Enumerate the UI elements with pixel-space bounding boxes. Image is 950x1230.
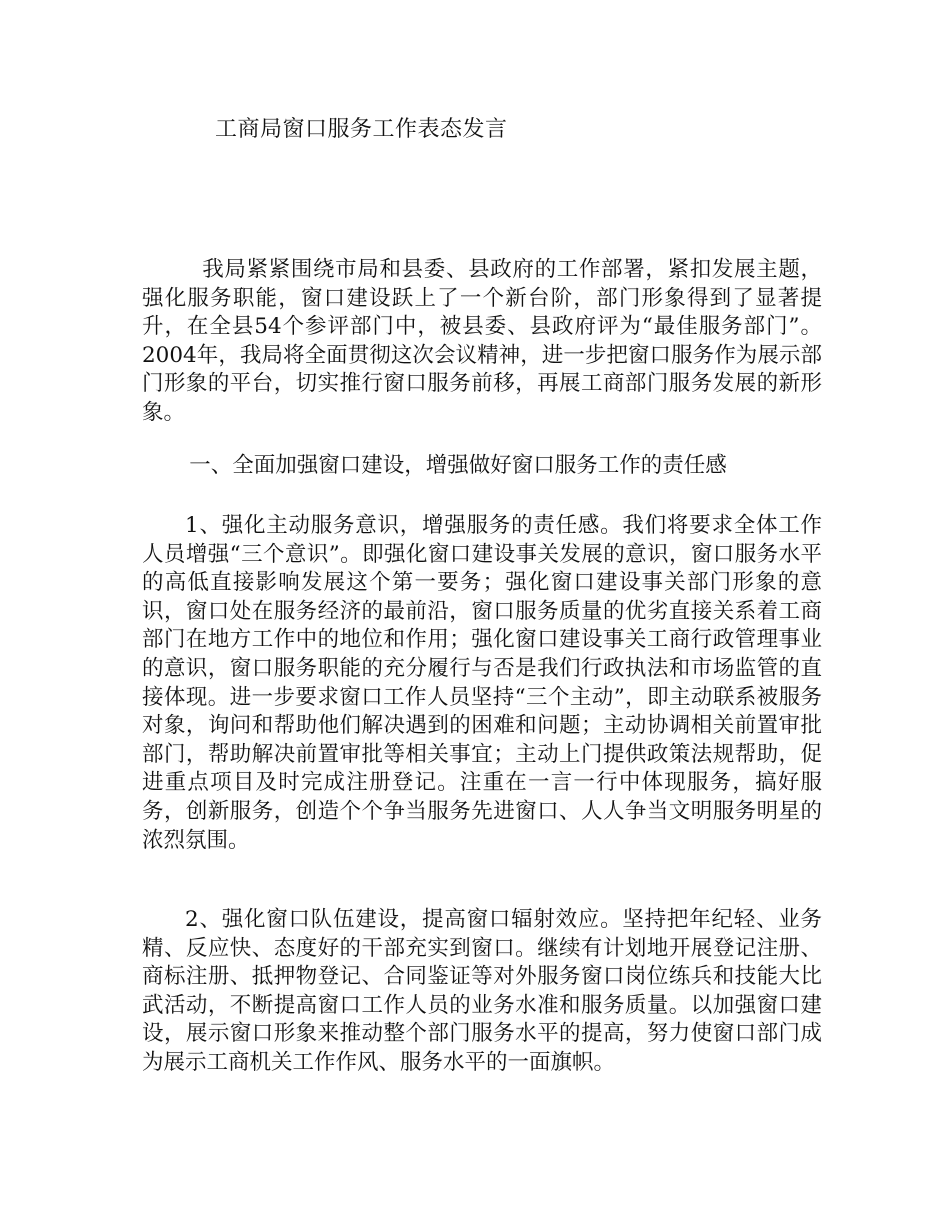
section-paragraph-2: 2、强化窗口队伍建设，提高窗口辐射效应。坚持把年纪轻、业务精、反应快、态度好的干部充实到窗口。继续有计划地开展登记注册、商标注册、抵押物登记、合同鉴证等对外服务窗口岗位练兵和技能大比武活动，不断提高窗口工作人员的业务水准和服务质量。以加强窗口建设，展示窗口形象来推动整个部门服务水平的提高，努力使窗口部门成为展示工商机关工作作风、服务水平的一面旗帜。 <box>142 907 822 1075</box>
intro-paragraph: 我局紧紧围绕市局和县委、县政府的工作部署，紧扣发展主题，强化服务职能，窗口建设跃上了一个新台阶，部门形象得到了显著提升，在全县54个参评部门中，被县委、县政府评为“最佳服务部门”。2004年，我局将全面贯彻这次会议精神，进一步把窗口服务作为展示部门形象的平台，切实推行窗口服务前移，再展工商部门服务发展的新形象。 <box>142 257 822 425</box>
document-title: 工商局窗口服务工作表态发言 <box>215 117 508 142</box>
section-heading: 一、全面加强窗口建设，增强做好窗口服务工作的责任感 <box>189 453 727 478</box>
section-paragraph-1: 1、强化主动服务意识，增强服务的责任感。我们将要求全体工作人员增强“三个意识”。即强化窗口建设事关发展的意识，窗口服务水平的高低直接影响发展这个第一要务；强化窗口建设事关部门形象的意识，窗口处在服务经济的最前沿，窗口服务质量的优劣直接关系着工商部门在地方工作中的地位和作用；强化窗口建设事关工商行政管理事业的意识，窗口服务职能的充分履行与否是我们行政执法和市场监管的直接体现。进一步要求窗口工作人员坚持“三个主动”，即主动联系被服务对象，询问和帮助他们解决遇到的困难和问题；主动协调相关前置审批部门，帮助解决前置审批等相关事宜；主动上门提供政策法规帮助，促进重点项目及时完成注册登记。注重在一言一行中体现服务，搞好服务，创新服务，创造个个争当服务先进窗口、人人争当文明服务明星的浓烈氛围。 <box>142 513 822 853</box>
